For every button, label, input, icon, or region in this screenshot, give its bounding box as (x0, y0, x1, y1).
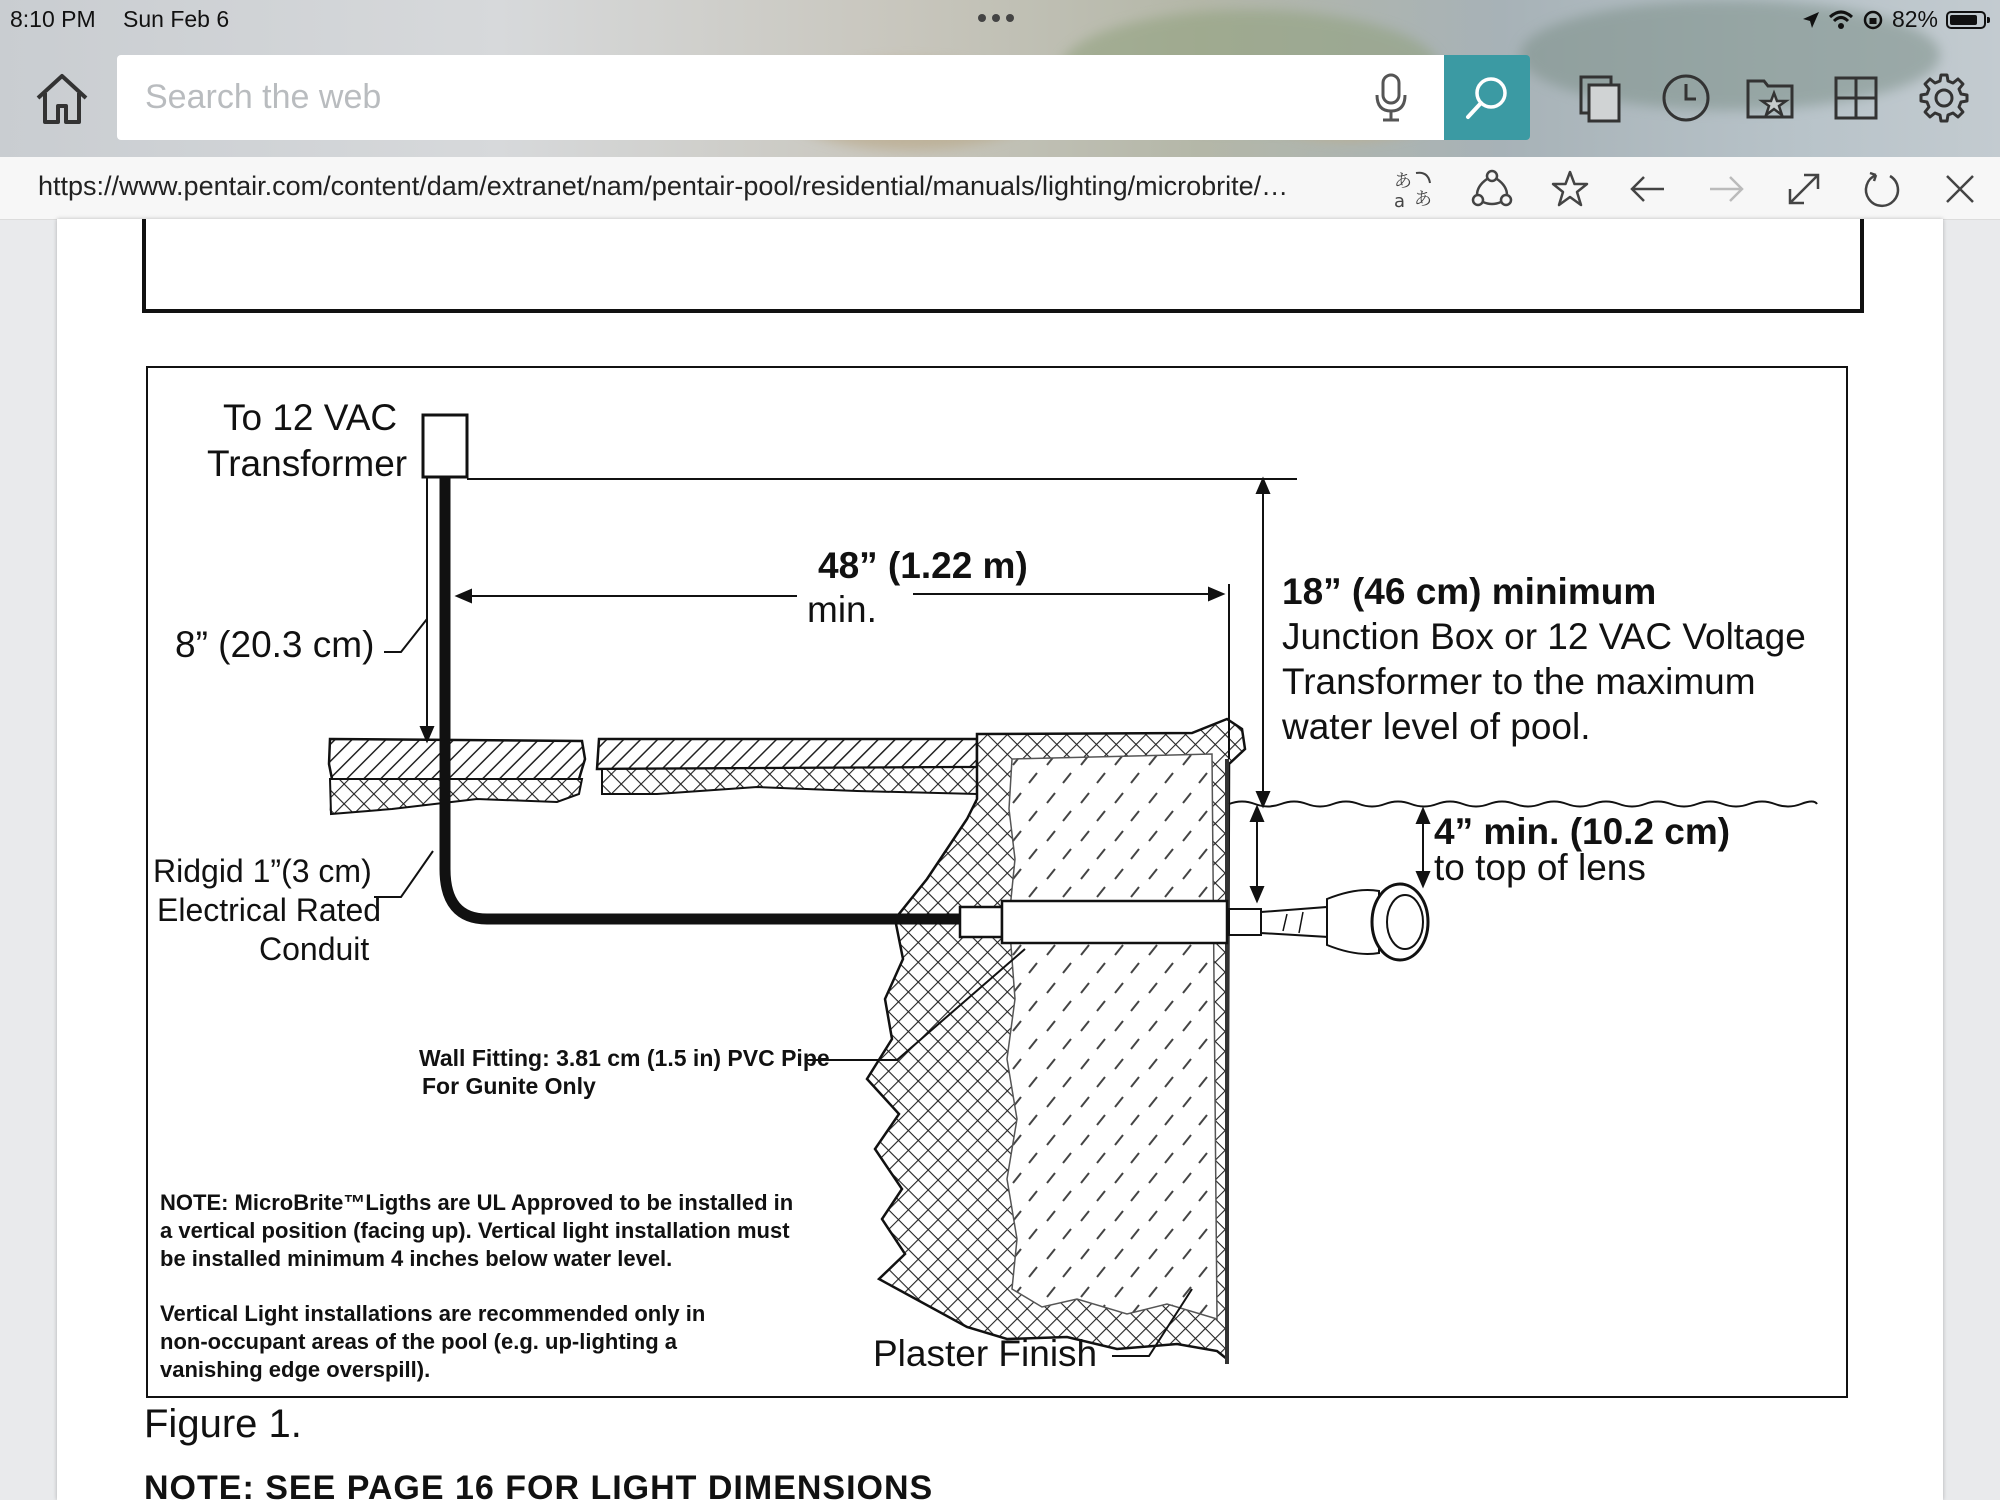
min18-line2: Transformer to the maximum (1282, 661, 1756, 702)
light-dimensions-note: NOTE: SEE PAGE 16 FOR LIGHT DIMENSIONS (144, 1469, 934, 1500)
forward-button[interactable] (1702, 165, 1750, 213)
location-icon (1802, 11, 1820, 29)
note2-line1: Vertical Light installations are recommended only in (160, 1301, 706, 1326)
expand-icon (1784, 169, 1824, 209)
clock-icon (1660, 72, 1712, 124)
arrow-right-icon (1706, 169, 1746, 209)
microphone-icon[interactable] (1374, 73, 1408, 123)
search-input[interactable] (145, 55, 1385, 140)
reload-icon (1862, 169, 1902, 209)
back-button[interactable] (1624, 165, 1672, 213)
pool-wall (867, 719, 1245, 1364)
wall-fitting-label-line2: For Gunite Only (422, 1073, 596, 1099)
search-button[interactable] (1444, 55, 1530, 140)
lens-depth-sub: to top of lens (1434, 847, 1646, 888)
share-button[interactable] (1468, 165, 1516, 213)
transformer-label-line1: To 12 VAC (223, 397, 398, 438)
bookmarks-folder-icon (1744, 73, 1798, 123)
pvc-pipe (1002, 901, 1227, 943)
note1-line1: NOTE: MicroBrite™Ligths are UL Approved to be installed in (160, 1190, 794, 1215)
address-bar (0, 157, 2000, 220)
wifi-icon (1828, 10, 1854, 30)
orientation-lock-icon (1862, 9, 1884, 31)
figure-caption: Figure 1. (144, 1402, 302, 1446)
note1-line2: a vertical position (facing up). Vertical light installation must (160, 1218, 790, 1243)
bookmarks-button[interactable] (1741, 68, 1801, 128)
settings-button[interactable] (1914, 68, 1974, 128)
close-button[interactable] (1936, 165, 1984, 213)
star-icon (1550, 169, 1590, 209)
status-time: 8:10 PM (10, 6, 96, 32)
status-bar (0, 0, 2000, 40)
plaster-finish-label: Plaster Finish (873, 1333, 1098, 1374)
junction-box (423, 415, 467, 477)
svg-text:a: a (1394, 191, 1406, 211)
history-button[interactable] (1656, 68, 1716, 128)
note2-line2: non-occupant areas of the pool (e.g. up-lighting a (160, 1329, 677, 1354)
translate-icon (1392, 167, 1436, 211)
translate-button[interactable] (1390, 165, 1438, 213)
conduit (445, 477, 967, 919)
svg-text:あ: あ (1394, 171, 1412, 192)
grid-icon (1832, 74, 1880, 122)
home-icon (32, 68, 92, 128)
share-icon (1471, 168, 1513, 210)
battery-percentage: 82% (1891, 6, 1938, 32)
battery-icon (1946, 11, 1986, 29)
note2-line3: vanishing edge overspill). (160, 1357, 431, 1382)
tabs-icon (1575, 73, 1625, 123)
apps-button[interactable] (1826, 68, 1886, 128)
note1-line3: be installed minimum 4 inches below water level. (160, 1246, 673, 1271)
conduit-label-line1: Ridgid 1”(3 cm) (153, 853, 372, 889)
svg-text:あ: あ (1414, 189, 1432, 210)
tabs-button[interactable] (1570, 68, 1630, 128)
lens-depth-title: 4” min. (10.2 cm) (1434, 811, 1731, 852)
gear-icon (1917, 71, 1971, 125)
pool-deck (329, 739, 977, 814)
conduit-label-line3: Conduit (259, 931, 370, 967)
wall-fitting-coupler (960, 907, 1002, 937)
favorite-button[interactable] (1546, 165, 1594, 213)
previous-figure-border (144, 219, 1862, 311)
document-page (57, 219, 1943, 1500)
arrow-left-icon (1628, 169, 1668, 209)
multitasking-dots[interactable] (978, 14, 1014, 22)
min18-line1: Junction Box or 12 VAC Voltage (1282, 616, 1806, 657)
search-icon (1462, 73, 1512, 123)
home-button[interactable] (32, 68, 92, 128)
min18-line3: water level of pool. (1282, 706, 1591, 747)
transformer-label-line2: Transformer (207, 443, 408, 484)
height-label: 8” (20.3 cm) (175, 624, 375, 665)
search-field-container (117, 55, 1444, 140)
conduit-label-line2: Electrical Rated (157, 892, 382, 928)
distance-sub-label: min. (807, 589, 877, 630)
water-level-line (1229, 802, 1817, 807)
dimension-lines (421, 477, 1429, 901)
fullscreen-button[interactable] (1780, 165, 1828, 213)
url-text[interactable]: https://www.pentair.com/content/dam/extranet/nam/pentair-pool/residential/manuals/lighting/microbrite/… (38, 171, 1289, 201)
close-icon (1942, 171, 1978, 207)
distance-label: 48” (1.22 m) (818, 545, 1028, 586)
min18-title: 18” (46 cm) minimum (1282, 571, 1657, 612)
wall-fitting-label-line1: Wall Fitting: 3.81 cm (1.5 in) PVC Pipe (419, 1045, 830, 1071)
status-indicators (1802, 6, 1986, 33)
status-date: Sun Feb 6 (123, 6, 230, 32)
reload-button[interactable] (1858, 165, 1906, 213)
